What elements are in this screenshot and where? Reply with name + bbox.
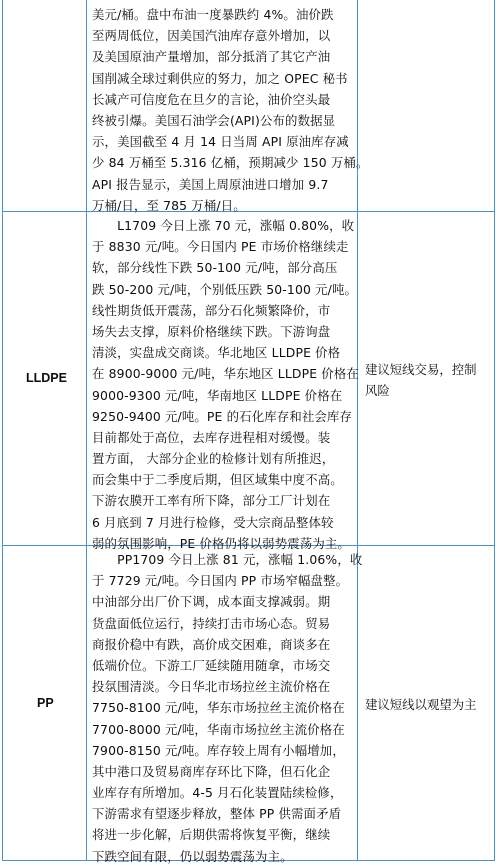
- text-line: 7750-8100 元/吨，华东市场拉丝主流价格在: [92, 700, 345, 716]
- text-line: 7900-8150 元/吨。库存较上周有小幅增加，: [92, 742, 345, 758]
- text-line: PP1709 今日上涨 81 元，涨幅 1.06%，收: [92, 552, 363, 567]
- text-line: 投氛围清淡。今日华北市场拉丝主流价格在: [92, 679, 331, 695]
- text-line: L1709 今日上涨 70 元，涨幅 0.80%，收: [92, 218, 355, 233]
- text-line: 万桶/日，至 785 万桶/日。: [92, 197, 246, 213]
- text-line: 及美国原油产量增加，部分抵消了其它产油: [92, 49, 331, 65]
- text-line: 在 8900-9000 元/吨，华东地区 LLDPE 价格在: [92, 366, 359, 382]
- text-line: API 报告显示，美国上周原油进口增加 9.7: [92, 176, 329, 192]
- text-line: 置方面， 大部分企业的检修计划有所推迟，: [92, 451, 335, 467]
- text-line: 6 月底到 7 月进行检修，受大宗商品整体较: [92, 514, 334, 530]
- text-line: 业库存有所增加。4-5 月石化装置陆续检修，: [92, 785, 343, 801]
- text-line: 9250-9400 元/吨。PE 的石化库存和社会库存: [92, 408, 353, 424]
- text-line: 9000-9300 元/吨，华南地区 LLDPE 价格在: [92, 387, 343, 403]
- text-line: 目前都处于高位，去库存进程相对缓慢。装: [92, 429, 331, 445]
- text-line: 于 8830 元/吨。今日国内 PE 市场价格继续走: [92, 239, 349, 255]
- text-line: 下游需求有望逐步释放，整体 PP 供需面矛盾: [92, 806, 342, 822]
- text-line: 其中港口及贸易商库存环比下降，但石化企: [92, 763, 331, 779]
- text-line: 长减产可信度危在旦夕的言论，油价空头最: [92, 91, 331, 107]
- table-border-right: [494, 0, 495, 861]
- lldpe-advice: [365, 359, 477, 401]
- advice-line: 风险: [365, 383, 390, 398]
- lldpe-commentary: [92, 215, 359, 554]
- advice-line: 建议短线以观望为主: [365, 697, 477, 712]
- text-line: 将进一步化解，后期供需将恢复平衡，继续: [92, 827, 331, 843]
- text-line: 美元/桶。盘中布油一度暴跌约 4%。油价跌: [92, 7, 334, 22]
- text-line: 跌 50-200 元/吨，个别低压跌 50-100 元/吨。: [92, 281, 358, 297]
- text-line: 软，部分线性下跌 50-100 元/吨，部分高压: [92, 260, 338, 276]
- table-border-left: [2, 0, 3, 861]
- text-line: 清淡，实盘成交商谈。华北地区 LLDPE 价格: [92, 345, 341, 361]
- text-line: 示，美国截至 4 月 14 日当周 API 原油库存减: [92, 134, 349, 150]
- text-line: 至两周低位，因美国汽油库存意外增加，以: [92, 28, 331, 44]
- text-line: 中油部分出厂价下调，成本面支撑减弱。期: [92, 594, 331, 610]
- text-line: 货盘面低位运行，持续打击市场心态。贸易: [92, 615, 331, 631]
- text-line: 7700-8000 元/吨，华南市场拉丝主流价格在: [92, 721, 345, 737]
- text-line: 低端价位。下游工厂延续随用随拿，市场交: [92, 657, 331, 673]
- text-line: 国削减全球过剩供应的努力，加之 OPEC 秘书: [92, 70, 348, 86]
- column-divider-1: [86, 0, 87, 861]
- product-label-pp: PP: [37, 696, 54, 710]
- text-line: 下跌空间有限，仍以弱势震荡为主。: [92, 848, 293, 864]
- pp-advice: [365, 694, 477, 715]
- crude-oil-commentary: [92, 4, 369, 216]
- text-line: 于 7729 元/吨。今日国内 PP 市场窄幅盘整。: [92, 573, 349, 589]
- text-line: 商报价稳中有跌，高价成交困难，商谈多在: [92, 636, 331, 652]
- text-line: 线性期货低开震荡，部分石化频繁降价，市: [92, 302, 331, 318]
- advice-line: 建议短线交易，控制: [365, 362, 477, 377]
- text-line: 少 84 万桶至 5.316 亿桶，预期减少 150 万桶。: [92, 155, 369, 171]
- text-line: 下游农膜开工率有所下降，部分工厂计划在: [92, 493, 331, 509]
- product-label-lldpe: LLDPE: [26, 371, 67, 385]
- text-line: 场失去支撑，原料价格继续下跌。下游询盘: [92, 323, 331, 339]
- text-line: 而会集中于二季度后期，但区域集中度不高。: [92, 472, 343, 488]
- text-line: 弱的氛围影响，PE 价格仍将以弱势震荡为主。: [92, 535, 350, 551]
- pp-commentary: [92, 549, 362, 867]
- text-line: 终被引爆。美国石油学会(API)公布的数据显: [92, 112, 336, 128]
